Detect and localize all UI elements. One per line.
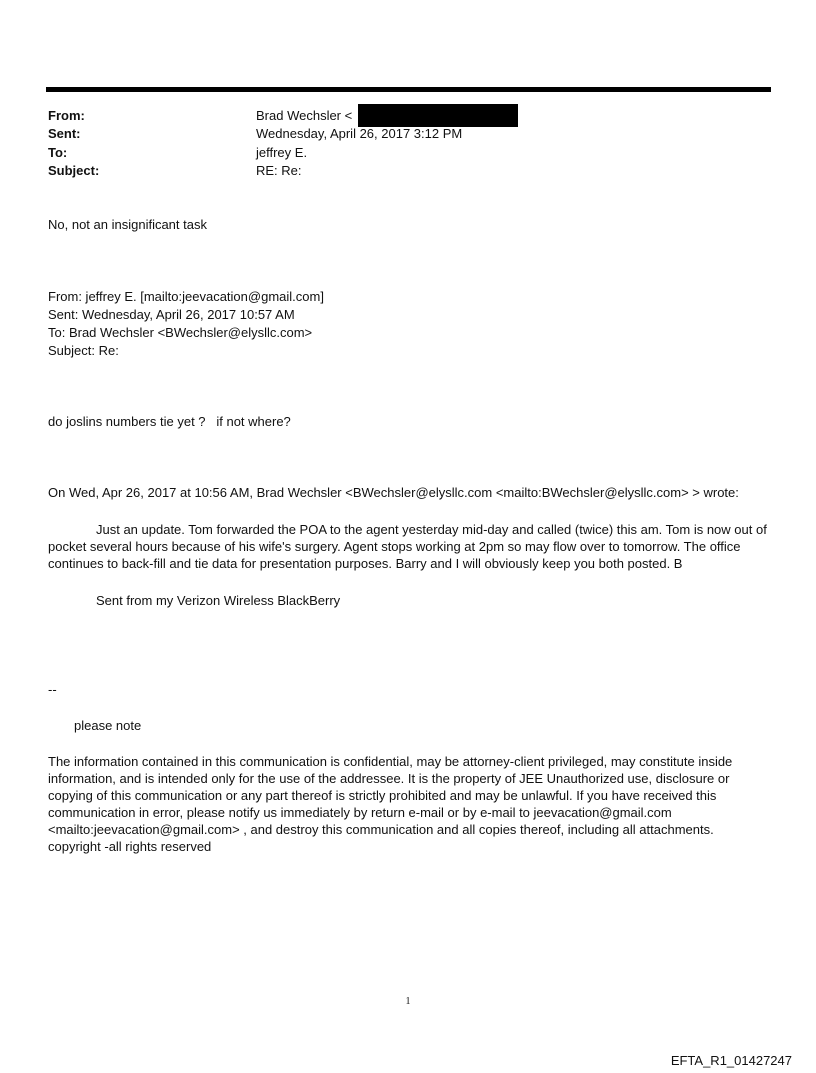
redaction-box xyxy=(358,104,518,127)
wrote-line: On Wed, Apr 26, 2017 at 10:56 AM, Brad Wechsler <BWechsler@elysllc.com <mailto:BWechsler@elysllc.com> > wrote: xyxy=(48,485,739,500)
subject-value: RE: Re: xyxy=(256,163,302,178)
update-body: Just an update. Tom forwarded the POA to the agent yesterday mid-day and called (twice) this am. Tom is now out of pocket several hours because of his wife's surgery. Agent stops working at 2pm so may flow over to tomorrow. The office continues to back-fill and tie data for presentation purposes. Barry and I will obviously keep you both posted. B xyxy=(48,522,767,571)
disclaimer: The information contained in this communication is confidential, may be attorney-client privileged, may constitute inside information, and is intended only for the use of the addressee. It is the property of JEE Unauthorized use, disclosure or copying of this communication or any part thereof is strictly prohibited and may be unlawful. If you have received this communication in error, please notify us immediately by return e-mail or by e-mail to jeevacation@gmail.com <mailto:jeevacation@gmail.com> , and destroy this communication and all copies thereof, including all attachments. copyright -all rights reserved xyxy=(48,754,733,854)
from-label: From: xyxy=(48,108,85,123)
to-label: To: xyxy=(48,145,68,160)
sent-label: Sent: xyxy=(48,126,81,141)
to-value: jeffrey E. xyxy=(256,145,308,160)
quoted-subject: Subject: Re: xyxy=(48,343,119,358)
subject-label: Subject: xyxy=(48,163,100,178)
reply-text: No, not an insignificant task xyxy=(48,217,207,232)
question-text: do joslins numbers tie yet ? if not where? xyxy=(48,414,291,429)
separator: -- xyxy=(48,682,57,697)
please-note: please note xyxy=(74,718,142,733)
signature: Sent from my Verizon Wireless BlackBerry xyxy=(96,593,341,608)
quoted-to: To: Brad Wechsler <BWechsler@elysllc.com> xyxy=(48,325,313,340)
header-rule xyxy=(46,87,771,92)
from-name: Brad Wechsler < xyxy=(256,108,353,123)
quoted-from: From: jeffrey E. [mailto:jeevacation@gmail.com] xyxy=(48,289,324,304)
page-number: 1 xyxy=(405,996,411,1007)
sent-value: Wednesday, April 26, 2017 3:12 PM xyxy=(256,126,463,141)
bates-number: EFTA_R1_01427247 xyxy=(670,1053,792,1068)
quoted-sent: Sent: Wednesday, April 26, 2017 10:57 AM xyxy=(48,307,295,322)
